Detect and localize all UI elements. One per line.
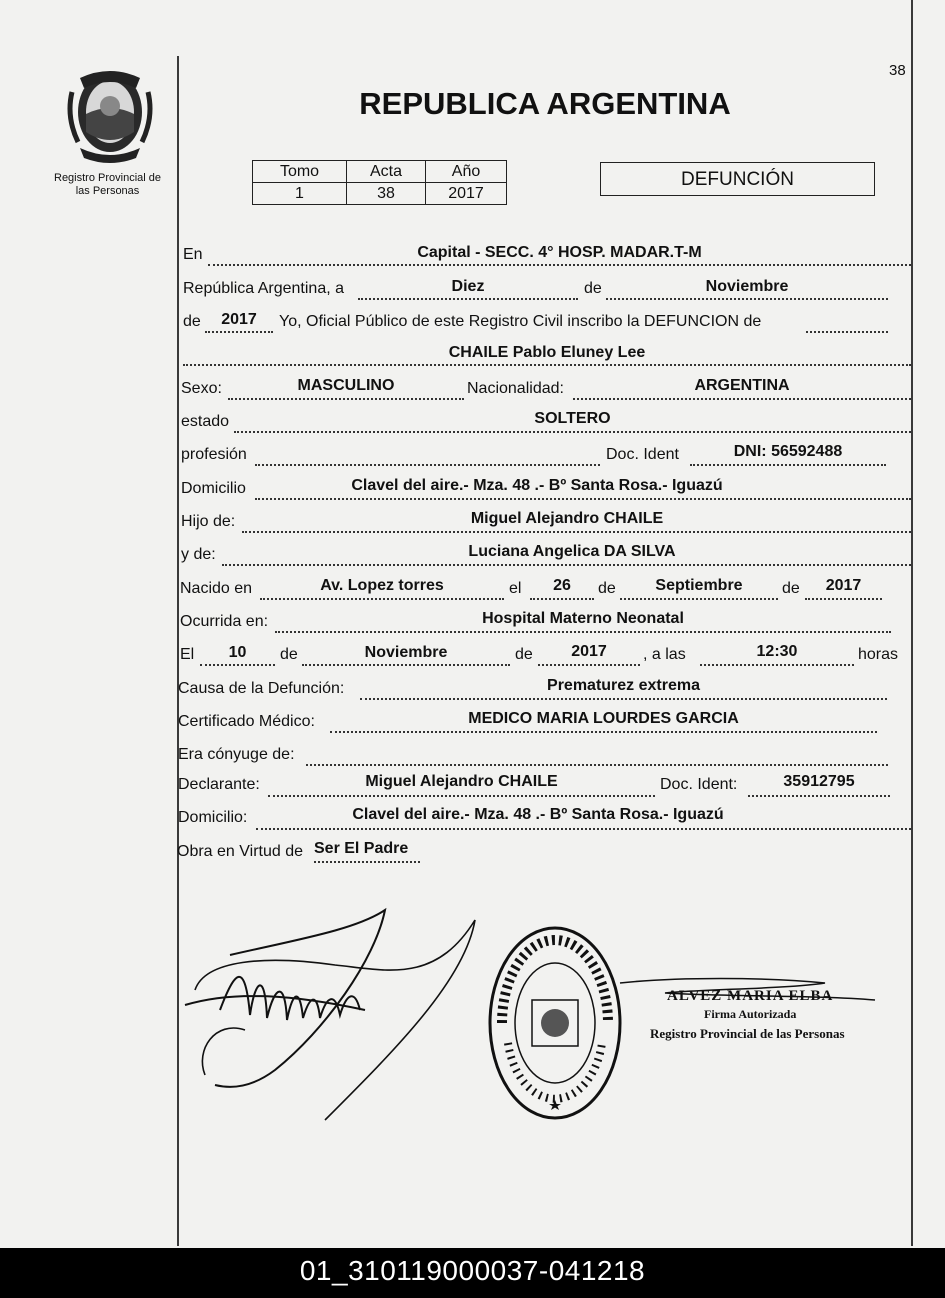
label-yo-oficial: Yo, Oficial Público de este Registro Civil inscribo la DEFUNCION de [279,313,762,330]
signer-role: Firma Autorizada [704,1007,797,1021]
label-nacido-en: Nacido en [180,580,253,597]
province-emblem-icon [62,62,158,166]
label-el: el [509,580,522,597]
value-certificado: MEDICO MARIA LOURDES GARCIA [468,710,739,727]
value-doc-ident: DNI: 56592488 [733,443,843,460]
label-estado: estado [181,413,230,430]
tomo-header: Tomo [253,161,347,183]
line-nac-dia [530,598,594,600]
line-def-dia [200,664,275,666]
label-sexo: Sexo: [181,380,222,397]
label-obra: Obra en Virtud de [177,843,304,860]
label-horas: horas [858,646,899,663]
value-ocurrida-en: Hospital Materno Neonatal [482,610,684,627]
line-madre [222,564,911,566]
line-declarante [268,795,655,797]
label-ocurrida-en: Ocurrida en: [180,613,269,630]
line-def-mes [302,664,510,666]
line-def-anio [538,664,640,666]
signer-organization: Registro Provincial de las Personas [650,1026,845,1041]
value-causa: Prematurez extrema [547,677,700,694]
value-nac-mes: Septiembre [655,577,743,594]
label-hijo-de: Hijo de: [181,513,236,530]
value-estado: SOLTERO [534,410,611,427]
line-nacionalidad [573,398,911,400]
line-declarante-domicilio [256,828,911,830]
label-certificado: Certificado Médico: [178,713,315,730]
line-dia [358,298,578,300]
label-causa: Causa de la Defunción: [178,680,345,697]
line-nacido-en [260,598,504,600]
line-ocurrida-en [275,631,891,633]
label-profesion: profesión [181,446,247,463]
line-de-tail [806,331,888,333]
value-obra: Ser El Padre [314,840,409,857]
handwritten-signature [175,900,505,1140]
value-sexo: MASCULINO [297,377,395,394]
label-conyuge: Era cónyuge de: [178,746,295,763]
line-mes [606,298,888,300]
line-obra [314,861,420,863]
right-margin-rule [911,0,913,1246]
value-anio: 2017 [221,311,257,328]
acta-value: 38 [347,183,426,205]
acta-header: Acta [347,161,426,183]
label-doc-ident: Doc. Ident [606,446,679,463]
line-anio [205,331,273,333]
official-seal-icon [480,918,630,1128]
label-el-cap: El [180,646,195,663]
value-nombre: CHAILE Pablo Eluney Lee [448,344,646,361]
label-doc-ident2: Doc. Ident: [660,776,738,793]
line-domicilio [255,498,911,500]
document-code-bar: 01_310119000037-041218 [0,1248,945,1298]
label-republica: República Argentina, a [183,280,344,297]
record-type-box: DEFUNCIÓN [600,162,875,196]
record-table [252,160,507,205]
line-nombre [183,364,911,366]
label-de: de [584,280,602,297]
line-conyuge [306,764,888,766]
value-def-anio: 2017 [571,643,607,660]
line-def-hora [700,664,854,666]
line-nac-mes [620,598,778,600]
line-profesion [255,464,600,466]
value-nacionalidad: ARGENTINA [694,377,790,394]
document-title: REPUBLICA ARGENTINA [359,86,731,121]
label-y-de: y de: [181,546,216,563]
label-domicilio2: Domicilio: [178,809,248,826]
line-estado [234,431,911,433]
value-nac-anio: 2017 [825,577,862,594]
value-def-mes: Noviembre [364,644,448,661]
line-doc-ident [690,464,886,466]
anio-header: Año [426,161,507,183]
registry-label: Registro Provincial de las Personas [54,172,161,197]
line-certificado [330,731,877,733]
value-def-dia: 10 [228,644,247,661]
value-nac-dia: 26 [553,577,571,594]
line-declarante-doc [748,795,890,797]
label-de-def-mes: de [280,646,298,663]
line-nac-anio [805,598,882,600]
line-padre [242,531,911,533]
value-mes: Noviembre [705,278,789,295]
label-domicilio: Domicilio [181,480,246,497]
value-def-hora: 12:30 [756,643,798,660]
label-de-nac-mes: de [598,580,616,597]
label-de-nac-anio: de [782,580,800,597]
value-dia: Diez [451,278,485,295]
value-padre: Miguel Alejandro CHAILE [470,510,664,527]
label-de-anio: de [183,313,201,330]
value-domicilio: Clavel del aire.- Mza. 48 .- Bº Santa Rosa.- Iguazú [351,477,723,494]
label-de-def-anio: de [515,646,533,663]
label-declarante: Declarante: [178,776,260,793]
anio-value: 2017 [426,183,507,205]
signer-name: ALVEZ MARIA ELBA [667,988,834,1004]
line-causa [360,698,887,700]
label-nacionalidad: Nacionalidad: [467,380,564,397]
value-madre: Luciana Angelica DA SILVA [468,543,676,560]
label-a-las: , a las [643,646,686,663]
line-lugar [208,264,911,266]
page-number: 38 [889,62,906,79]
label-en: En [183,246,203,263]
value-declarante: Miguel Alejandro CHAILE [365,773,558,790]
line-sexo [228,398,464,400]
value-declarante-domicilio: Clavel del aire.- Mza. 48 .- Bº Santa Rosa.- Iguazú [352,806,724,823]
value-lugar: Capital - SECC. 4° HOSP. MADAR.T-M [417,244,702,261]
value-declarante-doc: 35912795 [783,773,855,790]
value-nacido-en: Av. Lopez torres [320,577,444,594]
tomo-value: 1 [253,183,347,205]
